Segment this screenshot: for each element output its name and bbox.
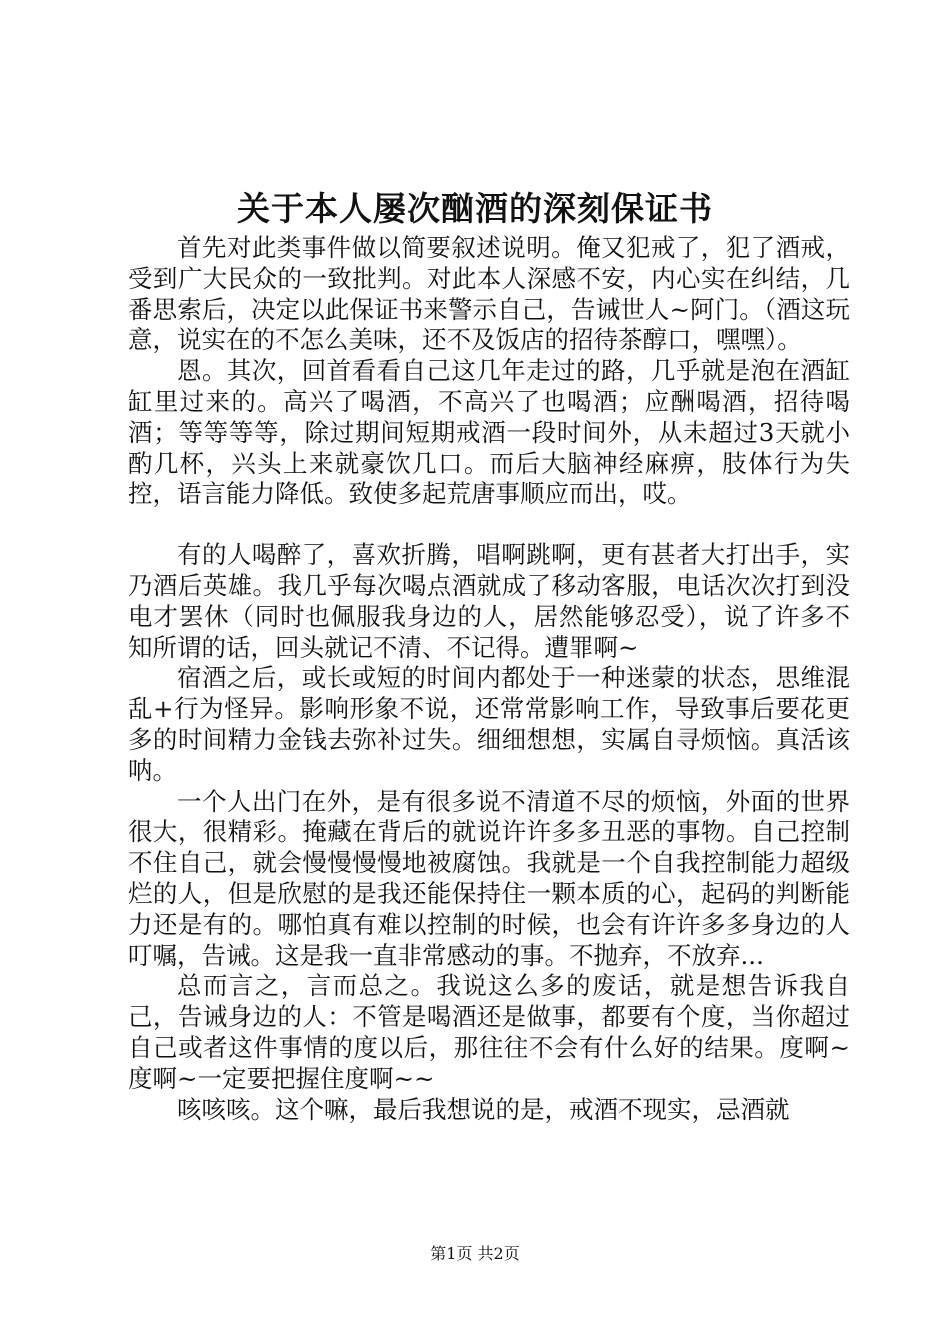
paragraph-intro: 首先对此类事件做以简要叙述说明。俺又犯戒了，犯了酒戒，受到广大民众的一致批判。对此本人深感不安，内心实在纠结，几番思索后，决定以此保证书来警示自己，告诫世人~阿门。（酒这玩意，说实在的不怎么美味，还不及饭店的招待茶醇口，嘿嘿）。 — [128, 233, 850, 355]
document-body — [128, 233, 850, 1125]
paragraph-closing: 咳咳咳。这个嘛，最后我想说的是，戒酒不现实，忌酒就 — [177, 1094, 790, 1124]
paragraph-drunk-behavior: 有的人喝醉了，喜欢折腾，唱啊跳啊，更有甚者大打出手，实乃酒后英雄。我几乎每次喝点酒就成了移动客服，电话次次打到没电才罢休（同时也佩服我身边的人，居然能够忍受），说了许多不知所谓的话，回头就记不清、不记得。遭罪啊~ — [128, 540, 850, 662]
paragraph-gap — [128, 510, 850, 540]
document-title: 关于本人屡次酗酒的深刻保证书 — [237, 189, 713, 228]
paragraph-self-control: 一个人出门在外，是有很多说不清道不尽的烦恼，外面的世界很大，很精彩。掩藏在背后的就说许许多多丑恶的事物。自己控制不住自己，就会慢慢慢慢地被腐蚀。我就是一个自我控制能力超级烂的人，但是欣慰的是我还能保持住一颗本质的心，起码的判断能力还是有的。哪怕真有难以控制的时候，也会有许许多多身边的人叮嘱，告诫。这是我一直非常感动的事。不抛弃，不放弃... — [128, 786, 850, 970]
paragraph-review: 恩。其次，回首看看自己这几年走过的路，几乎就是泡在酒缸缸里过来的。高兴了喝酒，不高兴了也喝酒；应酬喝酒，招待喝酒；等等等等，除过期间短期戒酒一段时间外，从未超过3天就小酌几杯，兴头上来就豪饮几口。而后大脑神经麻痹，肢体行为失控，语言能力降低。致使多起荒唐事顺应而出，哎。 — [128, 356, 850, 509]
paragraph-hangover: 宿酒之后，或长或短的时间内都处于一种迷蒙的状态，思维混乱+行为怪异。影响形象不说，还常常影响工作，导致事后要花更多的时间精力金钱去弥补过失。细细想想，实属自寻烦恼。真活该呐。 — [128, 663, 850, 785]
page-number-footer: 第1页 共2页 — [430, 1244, 520, 1263]
paragraph-summary: 总而言之，言而总之。我说这么多的废话，就是想告诉我自己，告诫身边的人：不管是喝酒还是做事，都要有个度，当你超过自己或者这件事情的度以后，那往往不会有什么好的结果。度啊~度啊~一定要把握住度啊~~ — [128, 971, 850, 1093]
